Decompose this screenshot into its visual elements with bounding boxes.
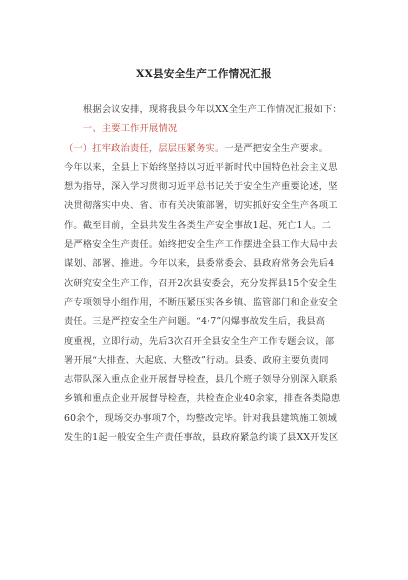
paragraph-line: 谋划、部署、推进。今年以来，县委常委会、县政府常务会先后4 [64, 258, 335, 270]
subheading: （一）扛牢政治责任，层层压紧务实。 [64, 142, 225, 154]
document-body [64, 100, 346, 447]
paragraph-line: 发生的1起一般安全生产责任事故，县政府紧急约谈了县XX开发区 [64, 432, 339, 444]
paragraph-line: 今年以来，全县上下始终坚持以习近平新时代中国特色社会主义思 [64, 161, 338, 173]
paragraph-line: 署开展“大排查、大起底、大整改”行动。县委、政府主要负责同 [64, 354, 329, 366]
intro-paragraph: 根据会议安排，现将我县今年以XX全生产工作情况汇报如下： [83, 104, 342, 115]
paragraph-line: 想为指导，深入学习贯彻习近平总书记关于安全生产重要论述，坚 [64, 181, 338, 193]
paragraph-line: 责任。三是严控安全生产问题。“4·7”闪爆事故发生后，我县高 [64, 316, 326, 328]
document-title: XX县安全生产工作情况汇报 [136, 68, 272, 80]
paragraph-line: 决贯彻落实中央、省、市有关决策部署，切实抓好安全生产各项工 [64, 200, 338, 212]
section-heading: 一、主要工作开展情况 [83, 123, 178, 135]
paragraph-line: 作。截至目前，全县共发生各类生产安全事故1起、死亡1人。二 [64, 219, 332, 231]
paragraph-line: 次研究安全生产工作，召开2次县安委会，充分发挥县15个安全生 [64, 277, 338, 289]
paragraph-line: 是严格安全生产责任。始终把安全生产工作摆进全县工作大局中去 [64, 239, 338, 251]
paragraph-line: 乡镇和重点企业开展督导检查，共检查企业40余家，排查各类隐患 [64, 393, 341, 405]
paragraph-line [64, 139, 346, 158]
paragraph-line: 志带队深入重点企业开展督导检查，县几个班子领导分别深入联系 [64, 374, 338, 386]
paragraph-line: 产专项领导小组作用，不断压紧压实各乡镇、监管部门和企业安全 [64, 296, 338, 308]
paragraph-line: 度重视，立即行动，先后3次召开全县安全生产工作专题会议，部 [64, 335, 335, 347]
paragraph-text: 一是严把安全生产要求。 [224, 142, 329, 154]
paragraph-line: 60余个，现场交办事项7个，均整改完毕。针对我县建筑施工领域 [64, 412, 338, 424]
